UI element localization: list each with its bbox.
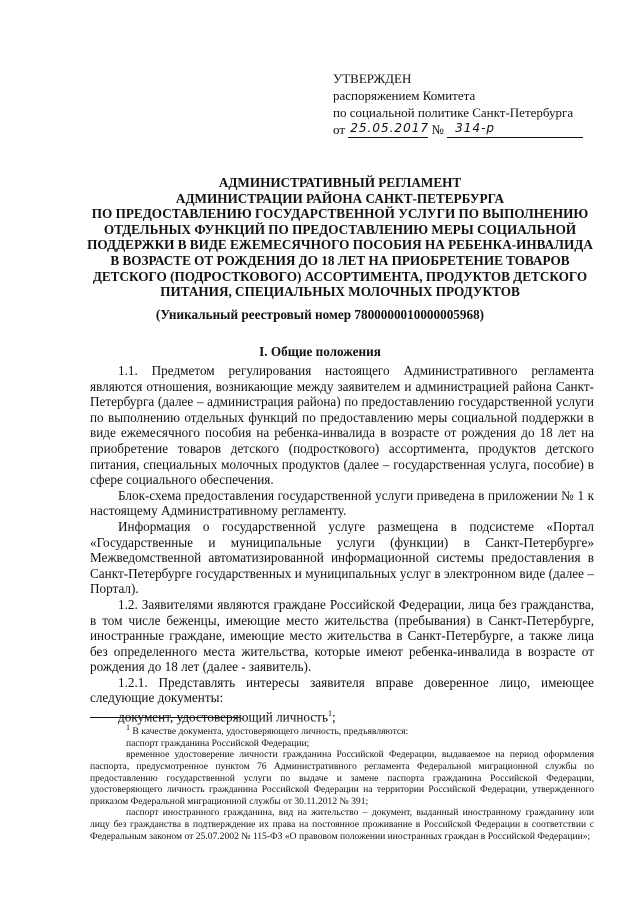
from-label: от [333,122,346,137]
handwritten-number: 314-р [455,121,496,135]
registry-number: (Уникальный реестровый номер 7800000010000005968) [155,307,485,322]
footnote-divider [90,717,240,718]
footnote: паспорт гражданина Российской Федерации; [126,737,310,749]
paragraph-text: документ, удостоверяющий личность [118,709,328,725]
title-line: В ВОЗРАСТЕ ОТ РОЖДЕНИЯ ДО 18 ЛЕТ НА ПРИОБРЕТЕНИЕ ТОВАРОВ [110,252,570,268]
number-field [447,121,583,138]
paragraph: Блок-схема предоставления государственной услуги приведена в приложении № 1 к настоящему Административному регламенту. [90,487,594,519]
footnote-text: В качестве документа, удостоверяющего личность, предъявляются: [130,726,409,738]
approval-block [333,70,583,138]
paragraph: Информация о государственной услуге размещена в подсистеме «Портал «Государственные и муниципальные услуги (функции) в Санкт-Петербурге» Межведомственной автоматизированной информационной системы предоставления в Санкт-Петербурге государственных и муниципальных услуг в электронном виде (далее – Портал). [90,518,594,597]
number-label: № [431,122,444,137]
footnotes [90,722,594,842]
footnote-ref: 1 [327,709,332,719]
approval-date-line [333,121,583,138]
approval-line-committee: по социальной политике Санкт-Петербурга [333,105,574,120]
paragraph: 1.2.1. Представлять интересы заявителя вправе доверенное лицо, имеющее следующие документы: [90,674,594,706]
approval-title: УТВЕРЖДЕН [333,71,412,86]
paragraph-tail: ; [331,709,336,725]
title-line: АДМИНИСТРАЦИИ РАЙОНА САНКТ-ПЕТЕРБУРГА [175,190,505,206]
document-title [80,175,600,300]
paragraph: 1.2. Заявителями являются граждане Российской Федерации, лица без гражданства, в том числе беженцы, имеющие место жительства (пребывания) в Санкт-Петербурге, иностранные граждане, имеющие место жительства в Санкт-Петербурге, а также лица без определенного места жительства, которые имеют ребенка-инвалида в возрасте от рождения до 18 лет (далее - заявитель). [90,596,594,675]
section-heading: I. Общие положения [259,344,381,359]
title-line: ПО ПРЕДОСТАВЛЕНИЮ ГОСУДАРСТВЕННОЙ УСЛУГИ ПО ВЫПОЛНЕНИЮ [91,206,589,222]
paragraph: 1.1. Предметом регулирования настоящего Административного регламента являются отношения, возникающие между заявителем и администрацией района Санкт-Петербурга (далее – администрация района) по предоставлению государственной услуги по выполнению отдельных функций по предоставлению меры социальной поддержки в виде ежемесячного пособия на ребенка-инвалида в возрасте от рождения до 18 лет на приобретение товаров детского (подросткового) ассортимента, продуктов детского питания, специальных молочных продуктов (далее – государственная услуга, пособие) в сфере социального обеспечения. [90,363,594,488]
title-line: ОТДЕЛЬНЫХ ФУНКЦИЙ ПО ПРЕДОСТАВЛЕНИЮ МЕРЫ СОЦИАЛЬНОЙ [103,221,577,237]
footnote [90,722,594,738]
title-line: ДЕТСКОГО (ПОДРОСТКОВОГО) АССОРТИМЕНТА, ПРОДУКТОВ ДЕТСКОГО [92,268,588,284]
footnote: временное удостоверение личности гражданина Российской Федерации, выдаваемое на период оформления паспорта, предусмотренное пунктом 76 Административного регламента Федеральной миграционной службы по предоставлению государственной услуги по выдаче и замене паспорта гражданина Российской Федерации, удостоверяющего личность гражданина Российской Федерации на территории Российской Федерации, утвержденного приказом Федеральной миграционной службы от 30.11.2012 № 391; [90,749,594,807]
title-line: АДМИНИСТРАТИВНЫЙ РЕГЛАМЕНТ [218,175,462,190]
footnote: паспорт иностранного гражданина, вид на жительство – документ, выданный иностранному гражданину или лицу без гражданства в подтверждение их права на постоянное проживание в Российской Федерации в соответствии с Федеральным законом от 25.07.2002 № 115-ФЗ «О правовом положении иностранных граждан в Российской Федерации»; [90,807,594,842]
approval-line-order: распоряжением Комитета [333,88,476,103]
handwritten-date: 25.05.2017 [350,121,429,135]
body-text [90,363,594,725]
title-line: ПИТАНИЯ, СПЕЦИАЛЬНЫХ МОЛОЧНЫХ ПРОДУКТОВ [160,284,520,300]
date-field [348,121,428,138]
title-line: ПОДДЕРЖКИ В ВИДЕ ЕЖЕМЕСЯЧНОГО ПОСОБИЯ НА РЕБЕНКА-ИНВАЛИДА [87,237,593,253]
footnote-mark: 1 [126,723,130,732]
